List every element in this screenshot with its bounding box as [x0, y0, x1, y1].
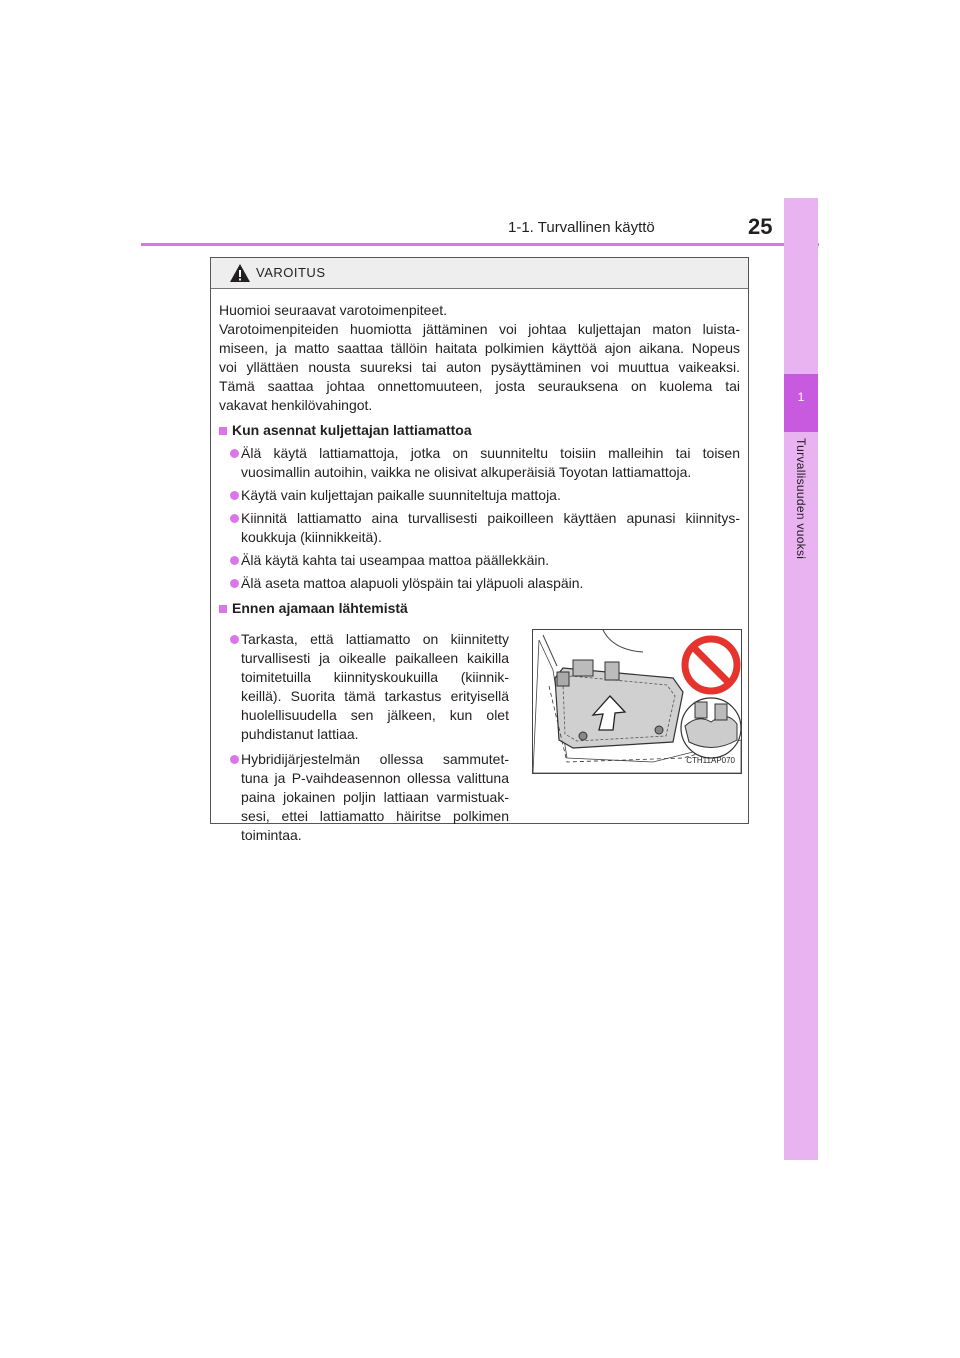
section-two-columns [219, 622, 740, 852]
section-two-text [219, 622, 509, 845]
list-item [219, 750, 509, 845]
bullet-line: vuosimallin autoihin, vaikka ne olisivat alkuperäisiä Toyotan lattiamattoja. [241, 464, 692, 480]
chapter-side-tab [784, 198, 818, 1160]
section-heading [219, 421, 740, 440]
warning-intro [219, 301, 740, 415]
section-heading [219, 599, 740, 618]
round-bullet-icon [230, 635, 239, 644]
intro-line: Tämä saattaa johtaa onnettomuuteen, josta seurauksena on kuolema tai [219, 378, 740, 394]
intro-line: miseen, ja matto saattaa tällöin haitata polkimien käyttöä ajon aikana. Nopeus [219, 340, 740, 356]
page-number: 25 [748, 214, 773, 239]
round-bullet-icon [230, 491, 239, 500]
square-bullet-icon [219, 605, 227, 613]
list-item [219, 630, 509, 744]
bullet-line: Kiinnitä lattiamatto aina turvallisesti paikoilleen käyttäen apunasi kiinnitys- [241, 510, 740, 526]
round-bullet-icon [230, 514, 239, 523]
square-bullet-icon [219, 427, 227, 435]
round-bullet-icon [230, 755, 239, 764]
section-title: Ennen ajamaan lähtemistä [232, 600, 408, 616]
bullet-line: huolellisuudella sen jälkeen, kun olet [241, 707, 509, 723]
list-item [219, 551, 740, 570]
section-title: Kun asennat kuljettajan lattiamattoa [232, 422, 472, 438]
chapter-title: Turvallisuuden vuoksi [794, 438, 808, 560]
floor-mat-illustration [532, 629, 742, 774]
bullet-line: puhdistanut lattiaa. [241, 726, 359, 742]
warning-header [211, 258, 748, 289]
bullet-line: Älä käytä kahta tai useampaa mattoa päällekkäin. [241, 552, 550, 568]
chapter-number: 1 [797, 390, 805, 404]
intro-line: vakavat henkilövahingot. [219, 397, 373, 413]
bullet-line: Tarkasta, että lattiamatto on kiinnitetty [241, 631, 509, 647]
bullet-line: tuna ja P-vaihdeasennon ollessa valittuna [241, 770, 509, 786]
bullet-line: paina jokainen poljin lattiaan varmistuak- [241, 789, 509, 805]
list-item [219, 509, 740, 547]
bullet-line: turvallisesti ja oikealle paikalleen kaikilla [241, 650, 509, 666]
warning-label: VAROITUS [256, 265, 326, 280]
bullet-line: sesi, ettei lattiamatto häiritse polkimen [241, 808, 509, 824]
warning-body [211, 289, 748, 852]
round-bullet-icon [230, 579, 239, 588]
bullet-line: toimitetuilla kiinnityskoukuilla (kiinnik- [241, 669, 509, 685]
warning-box [210, 257, 749, 843]
bullet-line: koukkuja (kiinnikkeitä). [241, 529, 382, 545]
intro-line: Varotoimenpiteiden huomiotta jättäminen voi johtaa kuljettajan maton luista- [219, 321, 740, 337]
chapter-title-vertical [784, 438, 818, 598]
bullet-line: Älä käytä lattiamattoja, jotka on suunniteltu toisiin malleihin tai toisen [241, 445, 740, 461]
bullet-line: Hybridijärjestelmän ollessa sammutet- [241, 751, 509, 767]
section-title: 1-1. Turvallinen käyttö [508, 219, 655, 236]
list-item [219, 486, 740, 505]
bullet-line: toimintaa. [241, 827, 302, 843]
intro-line: Huomioi seuraavat varotoimenpiteet. [219, 302, 448, 318]
round-bullet-icon [230, 449, 239, 458]
bullet-line: keillä). Suorita tämä tarkastus erityisellä [241, 688, 509, 704]
list-item [219, 444, 740, 482]
list-item [219, 574, 740, 593]
bullet-line: Älä aseta mattoa alapuoli ylöspäin tai yläpuoli alaspäin. [241, 575, 584, 591]
intro-line: voi yllättäen nousta suureksi tai auton pysäyttäminen voi muuttua vaikeaksi. [219, 359, 740, 375]
bullet-line: Käytä vain kuljettajan paikalle suunniteltuja mattoja. [241, 487, 561, 503]
figure-code: CTH11AP070 [686, 756, 735, 765]
warning-triangle-icon [229, 263, 251, 283]
round-bullet-icon [230, 556, 239, 565]
header-rule [141, 243, 819, 246]
